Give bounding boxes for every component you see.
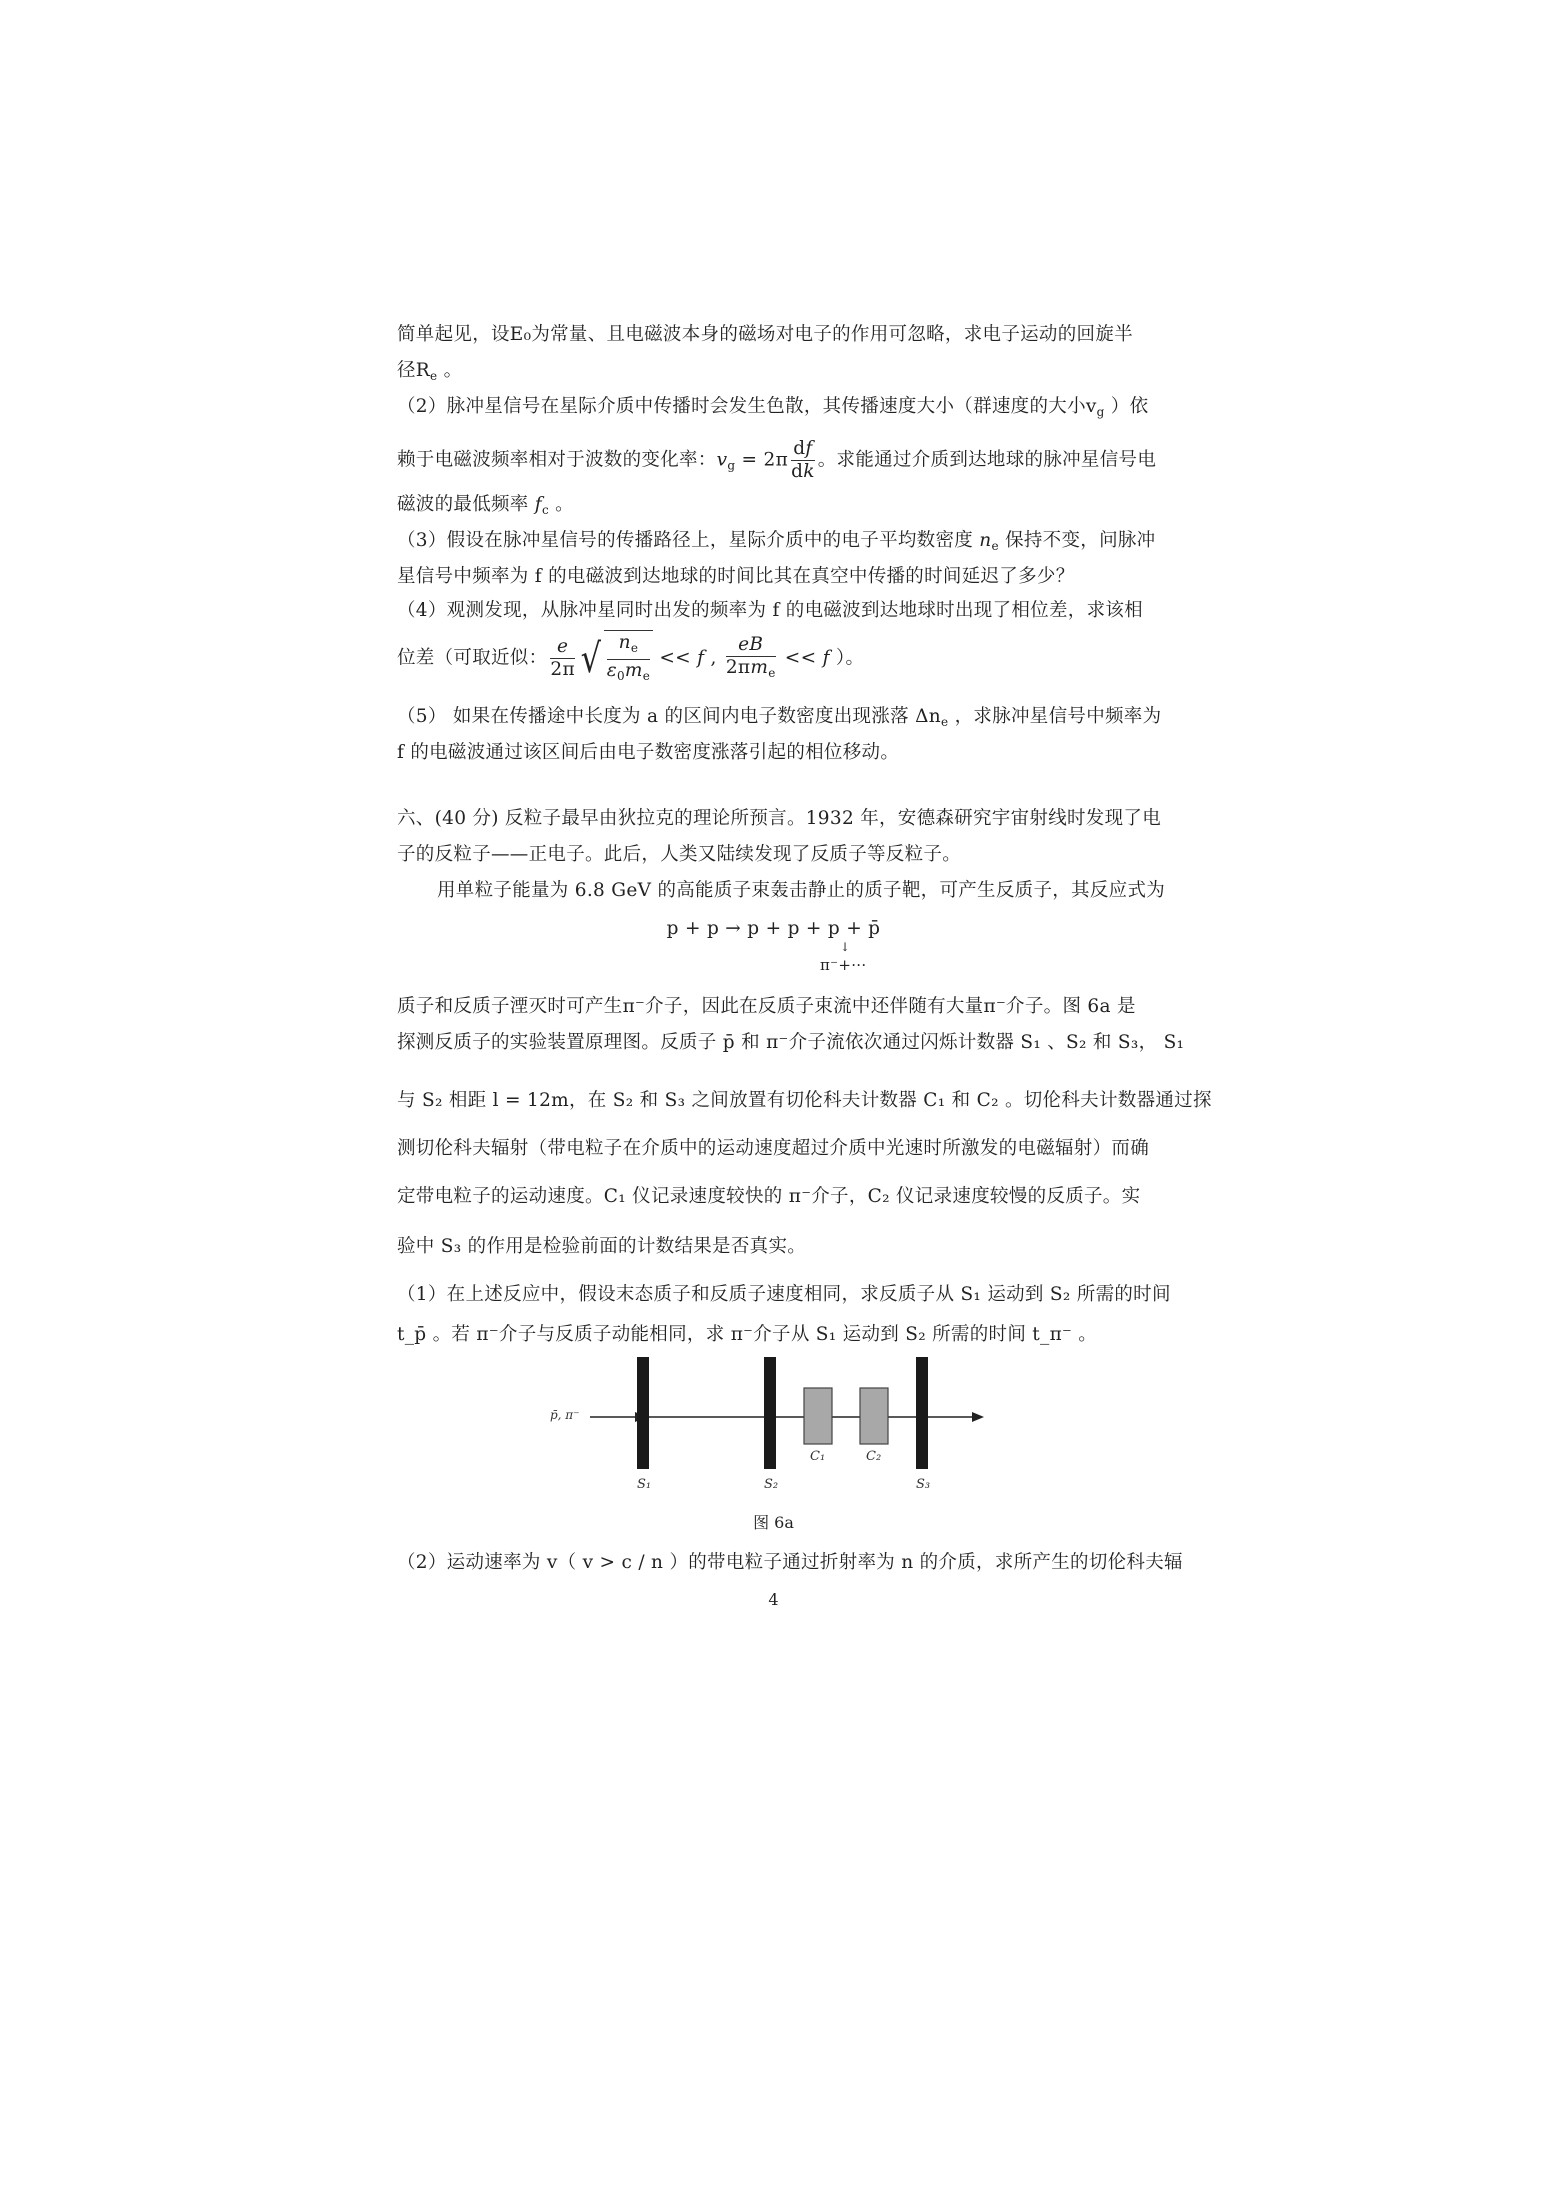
part-6-body — [397, 1030, 1185, 1056]
text-span: （2）运动速率为 v（ v > c / n ）的带电粒子通过折射率为 n 的介质，求所产生的切伦科夫辐 — [397, 1552, 1183, 1573]
reaction-branch — [820, 952, 940, 978]
text-span: p + p → p + p + p + p̄ — [666, 918, 881, 939]
c2-label: C₂ — [866, 1449, 882, 1464]
question-2-line: （2）脉冲星信号在星际介质中传播时会发生色散，其传播速度大小（群速度的大小$v_g$ ）依 — [397, 396, 1149, 419]
part-6-intro — [437, 878, 1197, 904]
text-span: ，求脉冲星信号中频率为 — [954, 706, 1162, 727]
question-3-line — [397, 564, 1157, 590]
text-span: （5） 如果在传播途中长度为 a 的区间内电子数密度出现涨落 Δn — [397, 706, 941, 727]
part-6-body — [397, 1136, 1157, 1162]
reaction-equation — [0, 916, 1547, 942]
text-span: （3）假设在脉冲星信号的传播路径上，星际介质中的电子平均数密度 — [397, 530, 974, 551]
text-span: 质子和反质子湮灭时可产生π⁻介子，因此在反质子束流中还伴随有大量π⁻介子。图 6a 是 — [397, 996, 1136, 1017]
beam-arrow-3 — [972, 1412, 984, 1422]
text-span: 六、(40 分) 反粒子最早由狄拉克的理论所预言。1932 年，安德森研究宇宙射线时发现了电 — [397, 808, 1162, 829]
question-2-line: 赖于电磁波频率相对于波数的变化率：$v_g = 2\pi$ $\frac{df}{dk}$ 。求能通过介质到达地球的脉冲星信号电 — [397, 438, 1157, 482]
question-2-line: 磁波的最低频率 $f_c$ 。 — [397, 494, 574, 517]
scintillator-s2 — [764, 1357, 776, 1469]
text-span: 定带电粒子的运动速度。C₁ 仪记录速度较快的 π⁻介子，C₂ 仪记录速度较慢的反质子。实 — [397, 1186, 1141, 1207]
text-span: ）。 — [835, 647, 865, 669]
text-span: 测切伦科夫辐射（带电粒子在介质中的运动速度超过介质中光速时所激发的电磁辐射）而确 — [397, 1138, 1150, 1159]
eB-fraction: $\frac{eB}{2\pi m_e}$ — [725, 633, 776, 680]
part-6-intro — [397, 806, 1162, 832]
text-span: f 的电磁波通过该区间后由电子数密度涨落引起的相位移动。 — [397, 742, 900, 763]
c1-label: C₁ — [810, 1449, 826, 1464]
reaction-arrow: ↓ — [840, 940, 851, 954]
text-span: 磁波的最低频率 — [397, 494, 529, 515]
text-span: 星信号中频率为 f 的电磁波到达地球的时间比其在真空中传播的时间延迟了多少？ — [397, 566, 1075, 587]
s2-label: S₂ — [764, 1477, 779, 1492]
df-dk-fraction: $\frac{df}{dk}$ — [791, 438, 815, 482]
part-6-body — [397, 1184, 1157, 1210]
text-span: 探测反质子的实验装置原理图。反质子 p̄ 和 π⁻介子流依次通过闪烁计数器 S₁ 、S₂ 和 S₃， S₁ — [397, 1032, 1185, 1053]
part-6-question-1 — [397, 1322, 1157, 1348]
text-line: 径$R_e$ 。 — [397, 360, 463, 383]
text-span: 赖于电磁波频率相对于波数的变化率： — [397, 449, 717, 471]
text-span: 径R — [397, 360, 431, 381]
text-span: 保持不变，问脉冲 — [1005, 530, 1156, 551]
text-span: （2）脉冲星信号在星际介质中传播时会发生色散，其传播速度大小（群速度的大小v — [397, 396, 1097, 417]
text-line — [397, 322, 1157, 348]
text-span: π⁻+··· — [820, 956, 867, 974]
question-4-line: 位差（可取近似： $\frac{e}{2\pi}$ √ $\frac{n_e}{\varepsilon_0m_e}$ << f , $\frac{eB}{2\pi m_e}$ << f ）。 — [397, 630, 1157, 686]
part-6-question-1 — [397, 1282, 1171, 1308]
text-span: 。求能通过介质到达地球的脉冲星信号电 — [817, 449, 1157, 471]
s3-label: S₃ — [916, 1477, 931, 1492]
scintillator-s3 — [916, 1357, 928, 1469]
e-2pi-fraction: $\frac{e}{2\pi}$ — [550, 636, 575, 680]
question-3-line: （3）假设在脉冲星信号的传播路径上，星际介质中的电子平均数密度 $n_e$ 保持不变，问脉冲 — [397, 530, 1156, 553]
text-span: （1）在上述反应中，假设末态质子和反质子速度相同，求反质子从 S₁ 运动到 S₂ 所需的时间 — [397, 1284, 1171, 1305]
cherenkov-c2 — [860, 1388, 888, 1444]
figure-caption: 图 6a — [753, 1513, 794, 1532]
text-span: （4）观测发现，从脉冲星同时出发的频率为 f 的电磁波到达地球时出现了相位差，求该相 — [397, 600, 1143, 621]
part-6-question-2 — [397, 1550, 1183, 1576]
text-span: 位差（可取近似： — [397, 647, 548, 669]
page-number: 4 — [768, 1590, 779, 1609]
part-6-body — [397, 994, 1157, 1020]
part-6-intro — [397, 842, 1157, 868]
s1-label: S₁ — [637, 1477, 652, 1492]
cherenkov-c1 — [804, 1388, 832, 1444]
part-6-body — [397, 1088, 1212, 1114]
question-4-line — [397, 598, 1157, 624]
sqrt-expression: √ $\frac{n_e}{\varepsilon_0m_e}$ — [578, 630, 653, 687]
text-span: 验中 S₃ 的作用是检验前面的计数结果是否真实。 — [397, 1236, 807, 1257]
beam-label: p̄, π⁻ — [550, 1408, 580, 1422]
text-span: t_p̄ 。若 π⁻介子与反质子动能相同，求 π⁻介子从 S₁ 运动到 S₂ 所需的时间 t_π⁻ 。 — [397, 1324, 1098, 1345]
text-span: 用单粒子能量为 6.8 GeV 的高能质子束轰击静止的质子靶，可产生反质子，其反应式为 — [437, 880, 1166, 901]
text-span: 子的反粒子——正电子。此后，人类又陆续发现了反质子等反粒子。 — [397, 844, 962, 865]
text-span: 与 S₂ 相距 l = 12m，在 S₂ 和 S₃ 之间放置有切伦科夫计数器 C₁ 和 C₂ 。切伦科夫计数器通过探 — [397, 1090, 1212, 1111]
figure-6a — [540, 1355, 1000, 1505]
text-span: 简单起见，设E₀为常量、且电磁波本身的磁场对电子的作用可忽略，求电子运动的回旋半 — [397, 324, 1133, 345]
question-5-line — [397, 740, 1157, 766]
text-span: ）依 — [1110, 396, 1149, 417]
scintillator-s1 — [637, 1357, 649, 1469]
question-5-line: （5） 如果在传播途中长度为 a 的区间内电子数密度出现涨落 $\Delta n_e$ ，求脉冲星信号中频率为 — [397, 706, 1162, 729]
part-6-body — [397, 1234, 1157, 1260]
